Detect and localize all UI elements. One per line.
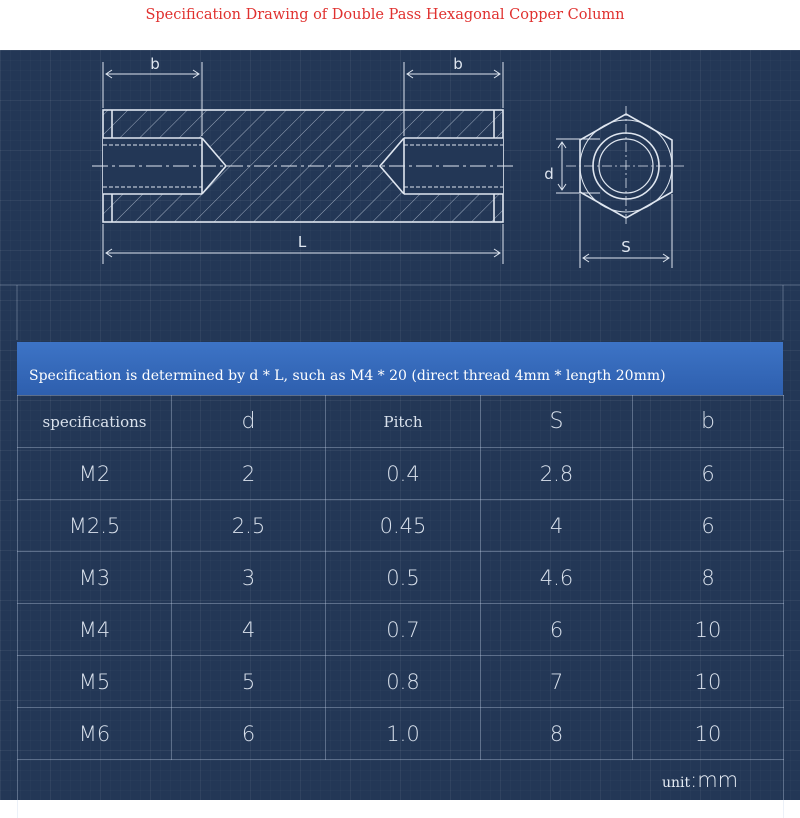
cell-s: 8: [481, 708, 633, 760]
side-l-label: L: [298, 233, 307, 251]
spec-table: [17, 395, 784, 818]
end-s-label: S: [621, 238, 631, 256]
cell-b: 10: [633, 656, 784, 708]
cell-b: 10: [633, 604, 784, 656]
cell-d: 6: [172, 708, 326, 760]
cell-s: 4: [481, 500, 633, 552]
cell-b: 6: [633, 448, 784, 500]
cell-s: 7: [481, 656, 633, 708]
cell-specification: M2: [18, 448, 172, 500]
header-b: b: [633, 396, 784, 448]
end-d-label: d: [544, 165, 554, 183]
table-row: [18, 500, 784, 552]
side-b-label-left: b: [150, 55, 160, 73]
unit-value: :mm: [690, 768, 738, 792]
cell-specification: M4: [18, 604, 172, 656]
cell-d: 4: [172, 604, 326, 656]
cell-pitch: 0.8: [326, 656, 481, 708]
cell-specification: M3: [18, 552, 172, 604]
cell-pitch: 0.7: [326, 604, 481, 656]
cell-d: 2.5: [172, 500, 326, 552]
cell-d: 5: [172, 656, 326, 708]
page-title: Specification Drawing of Double Pass Hexagonal Copper Column: [0, 0, 770, 50]
unit-note: [662, 768, 738, 792]
cell-pitch: 0.45: [326, 500, 481, 552]
cell-specification: M2.5: [18, 500, 172, 552]
spec-banner-text: Specification is determined by d * L, such as M4 * 20 (direct thread 4mm * length 20mm): [29, 368, 666, 384]
table-row: [18, 604, 784, 656]
cell-b: 6: [633, 500, 784, 552]
table-row: [18, 708, 784, 760]
header-pitch: Pitch: [326, 396, 481, 448]
table-row: [18, 552, 784, 604]
cell-pitch: 0.5: [326, 552, 481, 604]
cell-b: 8: [633, 552, 784, 604]
unit-prefix: unit: [662, 775, 690, 791]
cell-pitch: 1.0: [326, 708, 481, 760]
header-s: S: [481, 396, 633, 448]
header-specifications: specifications: [18, 396, 172, 448]
cell-s: 4.6: [481, 552, 633, 604]
cell-d: 2: [172, 448, 326, 500]
cell-d: 3: [172, 552, 326, 604]
cell-s: 2.8: [481, 448, 633, 500]
table-row: [18, 656, 784, 708]
cell-specification: M6: [18, 708, 172, 760]
table-header-row: [18, 396, 784, 448]
table-row: [18, 448, 784, 500]
technical-drawing: [0, 0, 800, 340]
header-d: d: [172, 396, 326, 448]
cell-s: 6: [481, 604, 633, 656]
spec-banner: [17, 342, 783, 395]
cell-b: 10: [633, 708, 784, 760]
cell-pitch: 0.4: [326, 448, 481, 500]
cell-specification: M5: [18, 656, 172, 708]
side-b-label-right: b: [453, 55, 463, 73]
